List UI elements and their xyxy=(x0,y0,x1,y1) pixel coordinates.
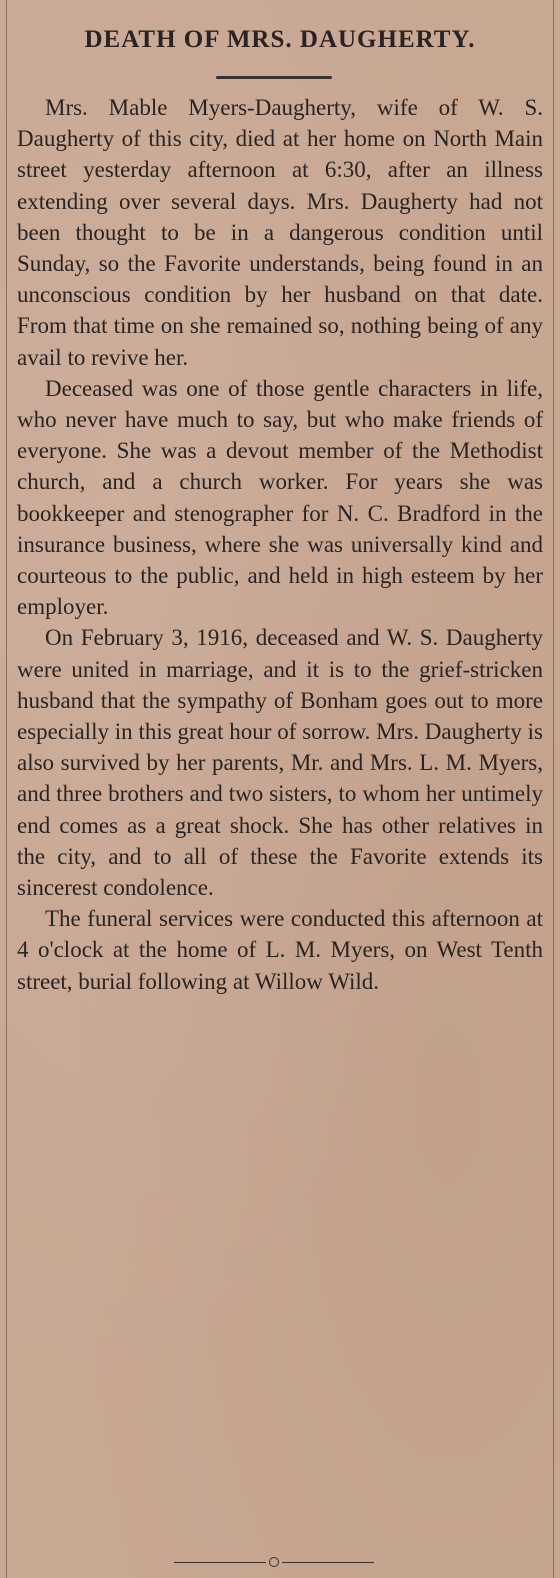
article-paragraph: On February 3, 1916, deceased and W. S. Daugherty were united in marriage, and it is to the grief-stricken husband that the sympathy of Bonham goes out to more especially in this great hour of sorrow. Mrs. Daugherty is also survived by her parents, Mr. and Mrs. L. M. Myers, and three brothers and two sisters, to whom her untimely end comes as a great shock. She has other relatives in the city, and to all of these the Favorite extends its sincerest condolence. xyxy=(17,625,543,901)
article-paragraph: The funeral services were conducted this afternoon at 4 o'clock at the home of L. M. Myers, on West Tenth street, burial following at Willow Wild. xyxy=(17,906,543,994)
article-headline: DEATH OF MRS. DAUGHERTY. xyxy=(84,26,476,53)
article-body xyxy=(17,92,543,997)
article-paragraph: Deceased was one of those gentle characters in life, who never have much to say, but who make friends of everyone. She was a devout member of the Methodist church, and a church worker. For years she was bookkeeper and stenographer for N. C. Bradford in the insurance business, where she was universally kind and courteous to the public, and held in high esteem by her employer. xyxy=(17,375,543,620)
article-paragraph: Mrs. Mable Myers-Daugherty, wife of W. S. Daugherty of this city, died at her home on North Main street yesterday afternoon at 6:30, after an illness extending over several days. Mrs. Daugherty had not been thought to be in a dangerous condition until Sunday, so the Favorite understands, being found in an unconscious condition by her husband on that date. From that time on she remained so, nothing being of any avail to revive her. xyxy=(17,95,543,370)
end-divider-ornament-icon xyxy=(269,1557,279,1567)
end-divider xyxy=(174,1557,374,1569)
headline-divider xyxy=(216,76,332,79)
column-rule-left xyxy=(6,0,7,1578)
column-rule-right xyxy=(553,0,554,1578)
end-divider-line-left xyxy=(174,1562,266,1563)
end-divider-line-right xyxy=(282,1562,374,1563)
